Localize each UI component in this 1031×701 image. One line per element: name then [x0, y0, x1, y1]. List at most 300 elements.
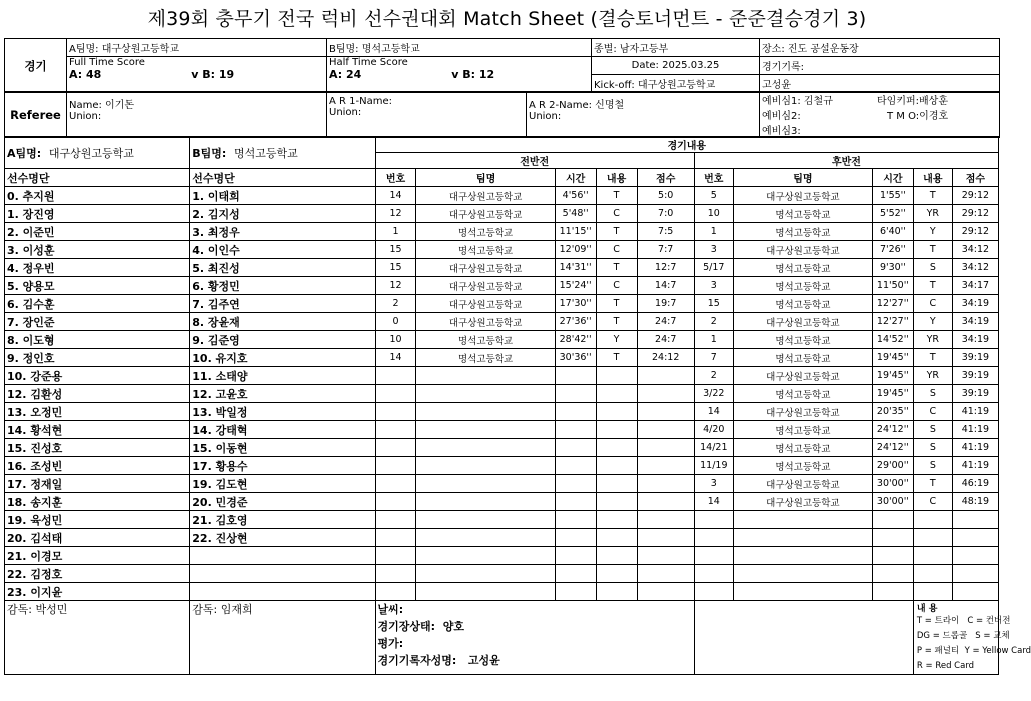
first-half-event-cell	[416, 421, 555, 439]
first-half-event-cell: Y	[596, 331, 637, 349]
first-half-event-cell	[555, 583, 596, 601]
first-half-event-cell	[375, 439, 416, 457]
second-half-event-cell: C	[913, 493, 952, 511]
table-row	[5, 547, 999, 565]
first-half-event-cell	[637, 457, 694, 475]
first-half-event-cell: 7:5	[637, 223, 694, 241]
first-half-event-cell: 24:12	[637, 349, 694, 367]
first-half-event-cell	[416, 511, 555, 529]
second-half-event-cell	[913, 565, 952, 583]
half-time-score: Half Time Score A: 24 v B: 12	[327, 57, 592, 93]
evaluation: 평가:	[377, 637, 404, 650]
player-a: 7. 장인준	[5, 313, 190, 331]
second-half-event-cell: 1	[694, 223, 733, 241]
second-half-event-cell: 5'52''	[872, 205, 913, 223]
player-a: 18. 송지훈	[5, 493, 190, 511]
second-half-event-cell: 대구상원고등학교	[733, 475, 872, 493]
category: 종별: 남자고등부	[592, 39, 760, 57]
first-half-event-cell: 12'09''	[555, 241, 596, 259]
second-half-event-cell: 30'00''	[872, 493, 913, 511]
first-half-event-cell: 2	[375, 295, 416, 313]
first-half-event-cell	[375, 367, 416, 385]
second-half-event-cell: 대구상원고등학교	[733, 241, 872, 259]
table-row	[5, 259, 999, 277]
second-half-event-cell: 4/20	[694, 421, 733, 439]
player-b: 3. 최정우	[190, 223, 375, 241]
second-half-event-cell: 19'45''	[872, 349, 913, 367]
officials: 예비심1: 김철규 타임키퍼:배상훈 예비심2: T M O:이경호 예비심3:	[760, 92, 1000, 138]
second-half-event-cell: 대구상원고등학교	[733, 493, 872, 511]
second-half-event-cell: 30'00''	[872, 475, 913, 493]
first-half-event-cell	[596, 565, 637, 583]
first-half-event-cell: 7:0	[637, 205, 694, 223]
first-half-event-cell	[375, 529, 416, 547]
second-half-event-cell	[694, 511, 733, 529]
first-half-event-cell	[637, 385, 694, 403]
player-b: 19. 김도현	[190, 475, 375, 493]
player-a: 8. 이도형	[5, 331, 190, 349]
first-half-event-cell: 15'24''	[555, 277, 596, 295]
second-half-event-cell	[913, 583, 952, 601]
second-half-event-cell	[952, 529, 998, 547]
player-a: 0. 추지원	[5, 187, 190, 205]
player-b: 15. 이동현	[190, 439, 375, 457]
player-a: 1. 장진영	[5, 205, 190, 223]
second-half-event-cell	[694, 583, 733, 601]
first-half-event-cell	[375, 475, 416, 493]
second-half-event-cell: 34:19	[952, 295, 998, 313]
second-half-event-cell: 대구상원고등학교	[733, 313, 872, 331]
match-content-title: 경기내용	[375, 137, 998, 153]
second-half-col-header: 시간	[872, 169, 913, 187]
second-half-event-cell	[913, 511, 952, 529]
first-half-event-cell: 15	[375, 241, 416, 259]
first-half-event-cell: 12	[375, 205, 416, 223]
second-half-event-cell: 7	[694, 349, 733, 367]
second-half-event-cell: YR	[913, 367, 952, 385]
first-half-event-cell	[416, 403, 555, 421]
second-half-event-cell: T	[913, 277, 952, 295]
second-half-event-cell: 9'30''	[872, 259, 913, 277]
first-half-event-cell: 19:7	[637, 295, 694, 313]
first-half-event-cell	[416, 565, 555, 583]
team-b-header: B팀명: 명석고등학교	[327, 39, 592, 57]
first-half-event-cell	[416, 529, 555, 547]
first-half-event-cell	[555, 439, 596, 457]
first-half-event-cell: 14	[375, 349, 416, 367]
referee-label: Referee	[5, 92, 67, 138]
player-a: 15. 진성호	[5, 439, 190, 457]
team-a-header: A팀명: 대구상원고등학교	[67, 39, 327, 57]
player-a: 2. 이준민	[5, 223, 190, 241]
first-half-event-cell: T	[596, 223, 637, 241]
match-notes	[375, 601, 694, 675]
first-half-event-cell	[596, 547, 637, 565]
first-half-event-cell: 11'15''	[555, 223, 596, 241]
first-half-event-cell: 5'48''	[555, 205, 596, 223]
first-half-event-cell	[596, 403, 637, 421]
second-half-event-cell: 34:12	[952, 241, 998, 259]
player-b: 10. 유지호	[190, 349, 375, 367]
first-half-event-cell	[555, 367, 596, 385]
player-b: 17. 황용수	[190, 457, 375, 475]
second-half-event-cell: T	[913, 349, 952, 367]
second-half-event-cell: Y	[913, 223, 952, 241]
second-half-event-cell: 41:19	[952, 439, 998, 457]
second-half-event-cell	[733, 511, 872, 529]
first-half-event-cell	[596, 511, 637, 529]
first-half-event-cell	[375, 493, 416, 511]
second-half-event-cell: 20'35''	[872, 403, 913, 421]
first-half-event-cell	[555, 421, 596, 439]
second-half-event-cell: 3	[694, 241, 733, 259]
first-half-event-cell	[416, 457, 555, 475]
first-half-event-cell	[416, 367, 555, 385]
first-half-event-cell	[416, 385, 555, 403]
second-half-event-cell: S	[913, 439, 952, 457]
second-half-col-header: 내용	[913, 169, 952, 187]
first-half-event-cell	[416, 439, 555, 457]
first-half-event-cell	[416, 583, 555, 601]
second-half-event-cell	[913, 529, 952, 547]
second-half-event-cell: 19'45''	[872, 367, 913, 385]
table-row	[5, 475, 999, 493]
player-b: 6. 황정민	[190, 277, 375, 295]
player-b	[190, 547, 375, 565]
table-row	[5, 403, 999, 421]
second-half-event-cell: 대구상원고등학교	[733, 403, 872, 421]
first-half-event-cell: C	[596, 205, 637, 223]
first-half-event-cell	[596, 529, 637, 547]
weather: 날씨:	[377, 603, 404, 616]
record-name: 고성윤	[760, 75, 1000, 93]
first-half-event-cell: 명석고등학교	[416, 349, 555, 367]
player-a: 16. 조성빈	[5, 457, 190, 475]
second-half-event-cell	[872, 583, 913, 601]
table-row	[5, 529, 999, 547]
second-half-event-cell: 명석고등학교	[733, 223, 872, 241]
second-half-event-cell: 명석고등학교	[733, 331, 872, 349]
first-half-event-cell	[637, 511, 694, 529]
second-half-event-cell: 15	[694, 295, 733, 313]
second-half-event-cell: 34:19	[952, 331, 998, 349]
first-half-event-cell: 17'30''	[555, 295, 596, 313]
table-row	[5, 223, 999, 241]
second-half-event-cell: 34:19	[952, 313, 998, 331]
player-a: 23. 이지윤	[5, 583, 190, 601]
table-row	[5, 241, 999, 259]
match-grid	[4, 136, 1031, 675]
second-half-event-cell: 명석고등학교	[733, 349, 872, 367]
first-half-event-cell: T	[596, 187, 637, 205]
ground-condition: 경기장상태: 양호	[377, 620, 464, 633]
second-half-event-cell: Y	[913, 313, 952, 331]
player-a: 13. 오정민	[5, 403, 190, 421]
first-half-event-cell: 14'31''	[555, 259, 596, 277]
referee-block	[4, 91, 1000, 138]
second-half-event-cell: S	[913, 259, 952, 277]
first-half-event-cell: 30'36''	[555, 349, 596, 367]
player-a: 22. 김정호	[5, 565, 190, 583]
second-half-event-cell: 대구상원고등학교	[733, 187, 872, 205]
record-label: 경기기록:	[760, 57, 1000, 75]
first-half-event-cell	[416, 475, 555, 493]
second-half-event-cell	[872, 529, 913, 547]
player-a: 19. 육성민	[5, 511, 190, 529]
second-half-event-cell: 14	[694, 403, 733, 421]
second-half-event-cell: 29'00''	[872, 457, 913, 475]
first-half-event-cell: 1	[375, 223, 416, 241]
second-half-event-cell: 명석고등학교	[733, 259, 872, 277]
table-row	[5, 331, 999, 349]
first-half-event-cell	[637, 547, 694, 565]
first-half-event-cell	[637, 529, 694, 547]
first-half-event-cell	[596, 493, 637, 511]
first-half-event-cell	[555, 403, 596, 421]
second-half-event-cell: 3/22	[694, 385, 733, 403]
first-half-event-cell: 대구상원고등학교	[416, 277, 555, 295]
player-b: 11. 소태양	[190, 367, 375, 385]
player-a: 10. 강준용	[5, 367, 190, 385]
first-half-col-header: 팀명	[416, 169, 555, 187]
player-b: 9. 김준영	[190, 331, 375, 349]
venue: 장소: 진도 공설운동장	[760, 39, 1000, 57]
second-half-event-cell: C	[913, 295, 952, 313]
table-row	[5, 583, 999, 601]
player-b: 5. 최진성	[190, 259, 375, 277]
first-half-event-cell: 0	[375, 313, 416, 331]
first-half-event-cell: 4'56''	[555, 187, 596, 205]
first-half-event-cell	[416, 547, 555, 565]
first-half-event-cell	[596, 583, 637, 601]
second-half-event-cell: 2	[694, 367, 733, 385]
table-row	[5, 367, 999, 385]
second-half-event-cell: 14'52''	[872, 331, 913, 349]
second-half-event-cell: S	[913, 457, 952, 475]
player-b: 1. 이태희	[190, 187, 375, 205]
first-half-event-cell	[555, 529, 596, 547]
second-half-event-cell	[952, 547, 998, 565]
first-half-event-cell	[555, 547, 596, 565]
first-half-event-cell: 대구상원고등학교	[416, 259, 555, 277]
first-half-event-cell	[375, 547, 416, 565]
first-half-event-cell: 24:7	[637, 331, 694, 349]
second-half-event-cell: 34:17	[952, 277, 998, 295]
first-half-title: 전반전	[375, 153, 694, 169]
match-date: Date: 2025.03.25	[592, 57, 760, 75]
second-half-event-cell: C	[913, 403, 952, 421]
second-half-event-cell	[872, 547, 913, 565]
first-half-event-cell: T	[596, 259, 637, 277]
first-half-event-cell	[596, 421, 637, 439]
first-half-event-cell: 대구상원고등학교	[416, 295, 555, 313]
second-half-event-cell: 11'50''	[872, 277, 913, 295]
full-time-score: Full Time Score A: 48 v B: 19	[67, 57, 327, 93]
first-half-event-cell: 7:7	[637, 241, 694, 259]
team-a-name: A팀명: 대구상원고등학교	[5, 137, 190, 169]
first-half-col-header: 내용	[596, 169, 637, 187]
player-b: 20. 민경준	[190, 493, 375, 511]
player-b: 13. 박일정	[190, 403, 375, 421]
ar2: A R 2-Name: 신명철 Union:	[527, 92, 760, 138]
first-half-event-cell	[637, 493, 694, 511]
match-header	[4, 38, 1000, 93]
second-half-event-cell: 39:19	[952, 349, 998, 367]
second-half-event-cell	[733, 529, 872, 547]
second-half-event-cell: 5	[694, 187, 733, 205]
first-half-event-cell	[637, 421, 694, 439]
second-half-event-cell	[952, 583, 998, 601]
second-half-event-cell	[952, 511, 998, 529]
second-half-event-cell: YR	[913, 205, 952, 223]
first-half-event-cell	[596, 385, 637, 403]
second-half-event-cell: 3	[694, 277, 733, 295]
first-half-event-cell: C	[596, 241, 637, 259]
second-half-col-header: 팀명	[733, 169, 872, 187]
table-row	[5, 457, 999, 475]
table-row	[5, 349, 999, 367]
second-half-event-cell	[733, 565, 872, 583]
second-half-event-cell: 5/17	[694, 259, 733, 277]
second-half-event-cell: 39:19	[952, 385, 998, 403]
player-a: 17. 정재일	[5, 475, 190, 493]
first-half-event-cell: 10	[375, 331, 416, 349]
first-half-col-header: 시간	[555, 169, 596, 187]
player-a: 4. 정우빈	[5, 259, 190, 277]
player-a: 12. 김환성	[5, 385, 190, 403]
player-b: 22. 진상현	[190, 529, 375, 547]
second-half-event-cell: 10	[694, 205, 733, 223]
second-half-event-cell: 명석고등학교	[733, 295, 872, 313]
second-half-event-cell: 명석고등학교	[733, 205, 872, 223]
first-half-event-cell	[637, 367, 694, 385]
first-half-event-cell: 28'42''	[555, 331, 596, 349]
second-half-event-cell: 24'12''	[872, 439, 913, 457]
second-half-event-cell: 41:19	[952, 457, 998, 475]
page-title: 제39회 충무기 전국 럭비 선수권대회 Match Sheet (결승토너먼트 - 준준결승경기 3)	[147, 8, 867, 30]
second-half-event-cell: 41:19	[952, 403, 998, 421]
table-row	[5, 277, 999, 295]
coach-b: 감독: 임재희	[190, 601, 375, 675]
second-half-event-cell: 14	[694, 493, 733, 511]
table-row	[5, 205, 999, 223]
first-half-event-cell	[637, 583, 694, 601]
first-half-event-cell: 대구상원고등학교	[416, 205, 555, 223]
first-half-event-cell: 대구상원고등학교	[416, 313, 555, 331]
second-half-col-header: 번호	[694, 169, 733, 187]
player-a: 6. 김수훈	[5, 295, 190, 313]
players-b-header: 선수명단	[190, 169, 375, 187]
first-half-event-cell: 대구상원고등학교	[416, 187, 555, 205]
table-row	[5, 565, 999, 583]
second-half-event-cell	[694, 529, 733, 547]
second-half-event-cell: 대구상원고등학교	[733, 367, 872, 385]
first-half-event-cell	[596, 439, 637, 457]
first-half-event-cell: 15	[375, 259, 416, 277]
first-half-event-cell: 5:0	[637, 187, 694, 205]
team-b-name: B팀명: 명석고등학교	[190, 137, 375, 169]
first-half-event-cell	[375, 385, 416, 403]
first-half-event-cell: 명석고등학교	[416, 241, 555, 259]
game-label: 경기	[5, 39, 67, 93]
first-half-event-cell	[555, 475, 596, 493]
first-half-col-header: 점수	[637, 169, 694, 187]
second-half-event-cell: 29:12	[952, 187, 998, 205]
second-half-event-cell: T	[913, 241, 952, 259]
first-half-event-cell	[375, 421, 416, 439]
second-half-event-cell: 7'26''	[872, 241, 913, 259]
first-half-event-cell	[375, 457, 416, 475]
second-half-event-cell: 1	[694, 331, 733, 349]
second-half-event-cell: T	[913, 475, 952, 493]
second-half-title: 후반전	[694, 153, 998, 169]
table-row	[5, 385, 999, 403]
first-half-event-cell: 12	[375, 277, 416, 295]
player-a: 20. 김석태	[5, 529, 190, 547]
first-half-event-cell: C	[596, 277, 637, 295]
second-half-event-cell: 명석고등학교	[733, 385, 872, 403]
second-half-event-cell: 3	[694, 475, 733, 493]
second-half-event-cell: 19'45''	[872, 385, 913, 403]
first-half-event-cell	[596, 457, 637, 475]
table-row	[5, 511, 999, 529]
first-half-event-cell: T	[596, 313, 637, 331]
first-half-event-cell	[596, 475, 637, 493]
player-b	[190, 583, 375, 601]
second-half-event-cell: 명석고등학교	[733, 457, 872, 475]
player-a: 9. 정인호	[5, 349, 190, 367]
second-half-event-cell: 6'40''	[872, 223, 913, 241]
player-b	[190, 565, 375, 583]
first-half-event-cell	[596, 367, 637, 385]
second-half-event-cell: S	[913, 385, 952, 403]
second-half-event-cell: 24'12''	[872, 421, 913, 439]
second-half-col-header: 점수	[952, 169, 998, 187]
player-b: 21. 김호영	[190, 511, 375, 529]
kickoff: Kick-off: 대구상원고등학교	[592, 75, 760, 93]
second-half-event-cell: 명석고등학교	[733, 277, 872, 295]
first-half-event-cell	[555, 457, 596, 475]
first-half-event-cell: T	[596, 295, 637, 313]
first-half-event-cell: 27'36''	[555, 313, 596, 331]
second-half-event-cell: 명석고등학교	[733, 421, 872, 439]
player-b: 2. 김지성	[190, 205, 375, 223]
second-half-event-cell: 29:12	[952, 223, 998, 241]
player-a: 3. 이성훈	[5, 241, 190, 259]
player-b: 14. 강태혁	[190, 421, 375, 439]
table-row	[5, 421, 999, 439]
first-half-event-cell	[555, 565, 596, 583]
first-half-event-cell	[637, 565, 694, 583]
second-half-event-cell: 12'27''	[872, 295, 913, 313]
first-half-event-cell: 명석고등학교	[416, 331, 555, 349]
second-half-event-cell: 12'27''	[872, 313, 913, 331]
first-half-event-cell	[375, 583, 416, 601]
first-half-event-cell	[637, 403, 694, 421]
recorder: 경기기록자성명: 고성윤	[377, 654, 500, 667]
player-b: 12. 고윤호	[190, 385, 375, 403]
second-half-event-cell: 2	[694, 313, 733, 331]
second-half-event-cell: YR	[913, 331, 952, 349]
second-half-event-cell	[733, 547, 872, 565]
player-b: 7. 김주연	[190, 295, 375, 313]
table-row	[5, 187, 999, 205]
first-half-event-cell: T	[596, 349, 637, 367]
second-half-event-cell: S	[913, 421, 952, 439]
second-half-event-cell: 41:19	[952, 421, 998, 439]
player-a: 5. 양용모	[5, 277, 190, 295]
first-half-event-cell: 14	[375, 187, 416, 205]
